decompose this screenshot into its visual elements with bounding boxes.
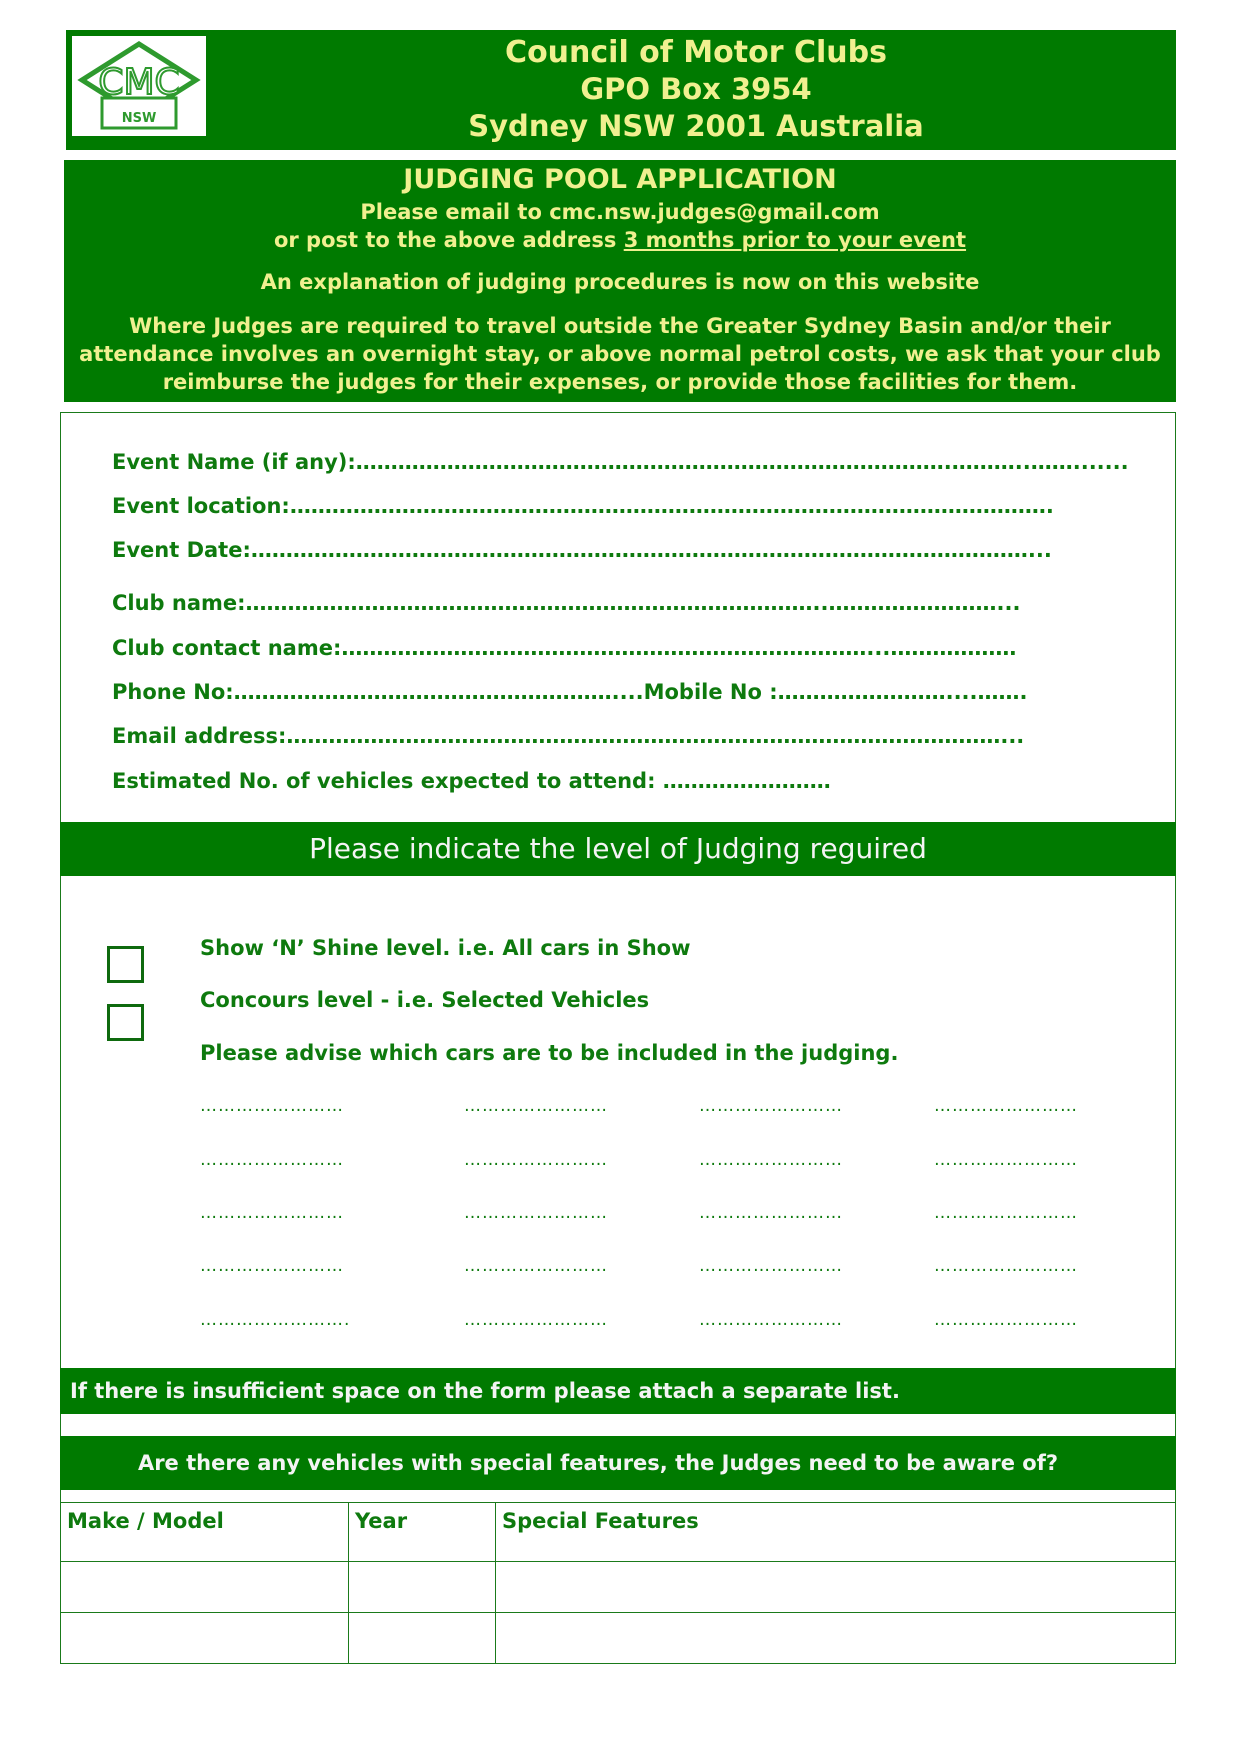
special-features-heading	[60, 1436, 1176, 1490]
concours-label: Concours level - i.e. Selected Vehicles	[200, 988, 650, 1012]
make-model-cell[interactable]	[61, 1562, 349, 1613]
insufficient-space-text: If there is insufficient space on the form please attach a separate list.	[70, 1379, 900, 1403]
car-entry-line[interactable]: ……………………	[934, 1150, 1078, 1170]
show-n-shine-label: Show ‘N’ Shine level. i.e. All cars in Show	[200, 936, 691, 960]
phone-mobile-field[interactable]: Phone No:………………………………………………....Mobile No :……………………....…….	[112, 680, 1028, 704]
make-model-cell[interactable]	[61, 1613, 349, 1664]
car-entry-line[interactable]: ……………………	[464, 1310, 608, 1330]
club-name-field[interactable]: Club name:………………………………………………………………………..……………………...	[112, 591, 1021, 615]
car-entry-line[interactable]: ……………………	[699, 1203, 843, 1223]
travel-text-line-3: reimburse the judges for their expenses, or provide those facilities for them.	[162, 370, 1078, 394]
special-features-question: Are there any vehicles with special features, the Judges need to be aware of?	[137, 1451, 1059, 1475]
car-entry-line[interactable]: ……………………	[934, 1203, 1078, 1223]
travel-text-line-1: Where Judges are required to travel outside the Greater Sydney Basin and/or their	[129, 314, 1111, 338]
special-features-cell[interactable]	[496, 1613, 1176, 1664]
concours-checkbox[interactable]	[107, 1004, 144, 1041]
car-entry-line[interactable]: ……………………	[699, 1150, 843, 1170]
cmc-logo	[72, 36, 206, 136]
car-entry-line[interactable]: ……………………	[464, 1203, 608, 1223]
explanation-text: An explanation of judging procedures is now on this website	[260, 270, 980, 294]
organisation-address	[216, 34, 1176, 145]
car-entry-line[interactable]: ……………………	[464, 1096, 608, 1116]
letterhead	[66, 30, 1176, 150]
email-instruction: Please email to cmc.nsw.judges@gmail.com	[360, 200, 880, 224]
application-banner	[64, 160, 1176, 402]
deadline-text: 3 months prior to your event	[623, 228, 967, 252]
form-title: JUDGING POOL APPLICATION	[403, 164, 837, 195]
car-entry-line[interactable]: ……………………	[464, 1150, 608, 1170]
table-header-row	[61, 1503, 1176, 1562]
organisation-name: Council of Motor Clubs	[505, 35, 887, 70]
email-field[interactable]: Email address:…………………………………………………………………………………………...	[112, 724, 1025, 748]
logo-subtext: NSW	[121, 111, 157, 126]
cmc-logo-graphic	[72, 36, 206, 136]
year-cell[interactable]	[349, 1562, 496, 1613]
special-features-table	[60, 1502, 1176, 1664]
post-prefix: or post to the above address	[273, 228, 624, 252]
car-entry-line[interactable]: …………………….	[200, 1310, 351, 1330]
car-entry-line[interactable]: ……………………	[200, 1256, 344, 1276]
insufficient-space-note	[60, 1368, 1176, 1414]
post-instruction	[64, 226, 1176, 254]
column-special-features: Special Features	[496, 1503, 1176, 1562]
year-cell[interactable]	[349, 1613, 496, 1664]
car-entry-line[interactable]: ……………………	[934, 1310, 1078, 1330]
judging-level-heading	[60, 822, 1176, 876]
logo-text: CMC	[98, 62, 180, 103]
table-row	[61, 1613, 1176, 1664]
car-entry-line[interactable]: ……………………	[934, 1256, 1078, 1276]
po-box: GPO Box 3954	[580, 72, 812, 106]
column-year: Year	[349, 1503, 496, 1562]
show-n-shine-checkbox[interactable]	[107, 946, 144, 983]
event-location-field[interactable]: Event location:……………………………………………………………………………………………….	[112, 494, 1054, 518]
car-entry-line[interactable]: ……………………	[464, 1256, 608, 1276]
club-contact-field[interactable]: Club contact name:…………………………………………………………………...………………	[112, 636, 1017, 660]
event-name-field[interactable]: Event Name (if any):………………………………………………………………………….………..…….......	[112, 450, 1129, 474]
advise-cars-label: Please advise which cars are to be included in the judging.	[200, 1041, 899, 1065]
city-line: Sydney NSW 2001 Australia	[468, 109, 924, 143]
car-entry-line[interactable]: ……………………	[699, 1096, 843, 1116]
travel-text-line-2: attendance involves an overnight stay, or above normal petrol costs, we ask that your club	[79, 342, 1161, 366]
car-entry-line[interactable]: ……………………	[934, 1096, 1078, 1116]
column-make-model: Make / Model	[61, 1503, 349, 1562]
car-entry-line[interactable]: ……………………	[699, 1256, 843, 1276]
car-entry-line[interactable]: ……………………	[699, 1310, 843, 1330]
car-entry-line[interactable]: ……………………	[200, 1150, 344, 1170]
event-date-field[interactable]: Event Date:…………………………………………………………………………………………………...	[112, 538, 1052, 562]
vehicle-count-field[interactable]: Estimated No. of vehicles expected to attend: ……………………	[112, 769, 831, 793]
special-features-cell[interactable]	[496, 1562, 1176, 1613]
car-entry-line[interactable]: ……………………	[200, 1203, 344, 1223]
car-entry-line[interactable]: ……………………	[200, 1096, 344, 1116]
judging-level-text: Please indicate the level of Judging reguired	[309, 832, 927, 865]
table-row	[61, 1562, 1176, 1613]
